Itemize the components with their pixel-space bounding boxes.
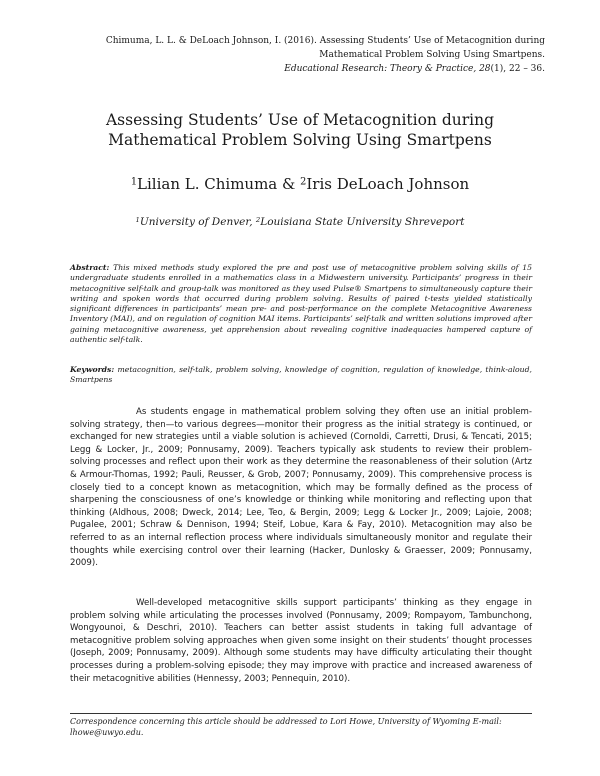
journal-issue: (1), 22 – 36. — [490, 64, 545, 74]
paper-title — [60, 110, 540, 150]
author-2: Iris DeLoach Johnson — [306, 175, 470, 193]
author-list — [60, 174, 540, 194]
abstract-text: This mixed methods study explored the pre and post use of metacognitive problem solving skills of 15 undergraduate students enrolled in a mathematics class in a Midwestern university. Participants’ progress in their metacognitive self-talk and group-talk was monitored as they used Pulse® Smartpens to simultaneously capture their writing and spoken words that occurred during problem solving. Results of paired t-tests yielded statistically significant differences in participants’ mean pre- and post-performance on the complete Metacognitive Awareness Inventory (MAI), and on regulation of cognition MAI items. Participants’ self-talk and written solutions improved after gaining metacognitive awareness, yet apprehension about revealing cognitive inadequacies hampered capture of authentic self-talk. — [70, 263, 532, 345]
citation-line-2: Mathematical Problem Solving Using Smartpens. — [319, 50, 545, 60]
journal-reference — [65, 62, 545, 76]
running-header — [65, 34, 545, 76]
keywords-label: Keywords: — [70, 365, 115, 374]
author2-marker: 2 — [300, 176, 307, 188]
aff1-marker: 1 — [135, 215, 140, 224]
abstract — [70, 263, 532, 345]
body-paragraph-1: As students engage in mathematical problem solving they often use an initial problem-solving strategy, then—to various degrees—monitor their progress as the initial strategy is continued, or exchanged for new strategies until a viable solution is achieved (Cornoldi, Carretti, Drusi, & Tencati, 2015; Legg & Locker, Jr., 2009; Ponnusamy, 2009). Teachers typically ask students to review their problem-solving processes and reflect upon their work as they determine the reasonableness of their solution (Artz & Armour-Thomas, 1992; Pauli, Reusser, & Grob, 2007; Ponnusamy, 2009). This comprehensive process is closely tied to a concept known as metacognition, which may be formally defined as the process of sharpening the consciousness of one’s knowledge or thinking while monitoring and reflecting upon that thinking (Aldhous, 2008; Dweck, 2014; Lee, Teo, & Bergin, 2009; Legg & Locker Jr., 2009; Lajoie, 2008; Pugalee, 2001; Schraw & Dennison, 1994; Steif, Lobue, Kara & Fay, 2010). Metacognition may also be referred to as an internal reflection process where individuals simultaneously monitor and regulate their thoughts while exercising control over their learning (Hacker, Dunlosky & Graesser, 2009; Ponnusamy, 2009). — [70, 407, 532, 569]
affiliation-1: University of Denver, — [139, 216, 256, 228]
title-line-2: Mathematical Problem Solving Using Smartpens — [108, 131, 492, 149]
affiliations — [60, 215, 540, 229]
keywords — [70, 365, 532, 386]
author1-marker: 1 — [130, 176, 138, 188]
keywords-text: metacognition, self-talk, problem solving, knowledge of cognition, regulation of knowledge, think-aloud, Smartpens — [70, 365, 532, 385]
author-1: Lilian L. Chimuma & — [137, 175, 301, 193]
aff2-marker: 2 — [255, 215, 261, 224]
journal-name: Educational Research: Theory & Practice, 28 — [284, 64, 491, 74]
citation-line-1: Chimuma, L. L. & DeLoach Johnson, I. (2016). Assessing Students’ Use of Metacognition during — [105, 36, 545, 46]
abstract-label: Abstract: — [70, 263, 110, 272]
footnote-divider — [70, 713, 532, 714]
body-paragraph-2: Well-developed metacognitive skills support participants’ thinking as they engage in problem solving while articulating the processes involved (Ponnusamy, 2009; Rompayom, Tambunchong, Wongyounoi, & Deschri, 2010). Teachers can better assist students in taking full advantage of metacognitive problem solving approaches when given some insight on their students’ thought processes (Joseph, 2009; Ponnusamy, 2009). Although some students may have difficulty articulating their thought processes during a problem-solving episode; they may improve with practice and increased awareness of their metacognitive abilities (Hennessy, 2003; Pennequin, 2010). — [70, 598, 532, 684]
affiliation-2: Louisiana State University Shreveport — [260, 216, 465, 228]
correspondence-footnote: Correspondence concerning this article should be addressed to Lori Howe, University of Wyoming E-mail: lhowe@uwyo.edu. — [70, 717, 502, 737]
title-line-1: Assessing Students’ Use of Metacognition during — [105, 111, 495, 129]
